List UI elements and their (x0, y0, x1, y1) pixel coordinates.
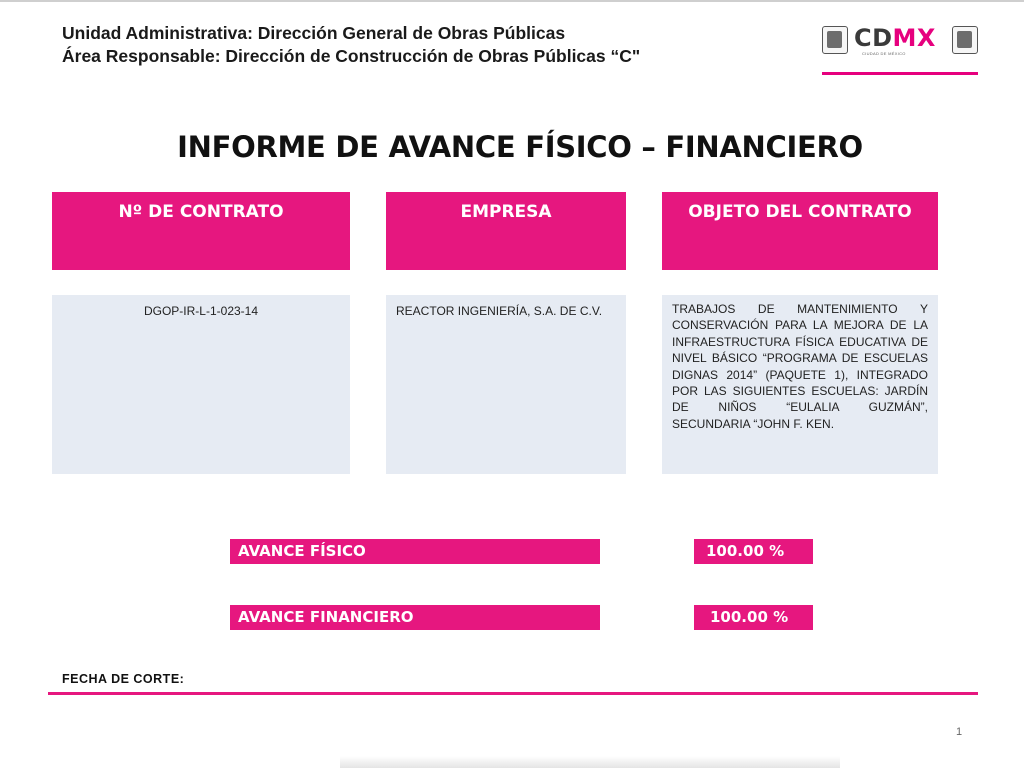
avance-fisico-value: 100.00 % (694, 539, 813, 564)
cell-objeto: TRABAJOS DE MANTENIMIENTO Y CONSERVACIÓN PARA LA MEJORA DE LA INFRAESTRUCTURA FÍSICA EDUCATIVA DE NIVEL BÁSICO “PROGRAMA DE ESCUELAS DIGNAS 2014” (PAQUETE 1), INTEGRADO POR LAS SIGUIENTES ESCUELAS: JARDÍN DE NIÑOS “EULALIA GUZMÁN”, SECUNDARIA “JOHN F. KEN. (662, 295, 938, 474)
header-empresa: EMPRESA (386, 192, 626, 270)
header-accent-line (822, 72, 978, 75)
agency-emblem-icon (952, 26, 978, 54)
cdmx-logo-subtext: CIUDAD DE MÉXICO (862, 51, 906, 56)
fecha-corte-label: FECHA DE CORTE: (62, 672, 185, 686)
logo-group (822, 24, 982, 60)
cell-contrato: DGOP-IR-L-1-023-14 (52, 295, 350, 474)
footer-accent-line (48, 692, 978, 695)
cell-empresa: REACTOR INGENIERÍA, S.A. DE C.V. (386, 295, 626, 474)
avance-financiero-value: 100.00 % (694, 605, 813, 630)
page-number: 1 (956, 726, 963, 738)
page-title: INFORME DE AVANCE FÍSICO – FINANCIERO (177, 130, 863, 164)
unidad-administrativa: Unidad Administrativa: Dirección General de Obras Públicas (62, 23, 566, 43)
avance-fisico-label: AVANCE FÍSICO (230, 539, 600, 564)
area-responsable: Área Responsable: Dirección de Construcción de Obras Públicas “C" (62, 46, 641, 66)
header-objeto: OBJETO DEL CONTRATO (662, 192, 938, 270)
bottom-shadow (340, 756, 840, 768)
header-block (62, 22, 640, 68)
avance-financiero-label: AVANCE FINANCIERO (230, 605, 600, 630)
cdmx-logo: CDMX (854, 24, 936, 52)
government-seal-icon (822, 26, 848, 54)
header-contrato: Nº DE CONTRATO (52, 192, 350, 270)
top-border (0, 0, 1024, 2)
